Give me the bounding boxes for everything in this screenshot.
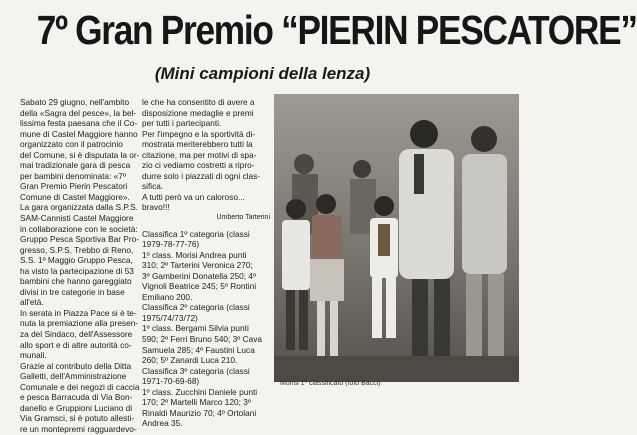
ranking-line: Andrea 35. <box>142 418 183 429</box>
ranking-line: Classifica 3º categoria (classi <box>142 365 250 376</box>
ranking-line: Emiliano 200. <box>142 291 193 302</box>
ranking-line: 1º class. Bergami Silvia punti <box>142 323 249 334</box>
ranking-line: 1979-78-77-76) <box>142 239 200 250</box>
article-line: lissima festa paesana che il Co- <box>20 118 138 129</box>
article-subtitle: (Mini campioni della lenza) <box>154 64 371 83</box>
article-line: del Comune, si è disputata la or- <box>20 149 140 160</box>
article-line: Sabato 29 giugno, nell'ambito <box>20 97 130 107</box>
article-line: della «Sagra del pesce», la bel- <box>20 107 137 118</box>
ranking-line: Rinaldi Maurizio 70; 4º Ortolani <box>142 407 257 418</box>
article-line: all'età. <box>20 297 44 308</box>
article-line: Via Gramsci, si è potuto allesti- <box>20 413 135 424</box>
article-line: mostrata meriterebbero tutti la <box>142 139 253 150</box>
ranking-line: Samuela 285; 4º Faustini Luca <box>142 344 255 355</box>
article-line: le che ha consentito di avere a <box>142 97 255 107</box>
ranking-line: 1º class. Morisi Andrea punti <box>142 249 247 260</box>
article-line: nuta la premiazione alla presen- <box>20 318 139 329</box>
article-line: zio ci vediamo costretti a ripro- <box>142 160 255 171</box>
ranking-line: 1º class. Zucchini Daniele punti <box>142 386 258 397</box>
article-line: Per l'impegno e la sportività di- <box>142 128 256 139</box>
article-line: za del Sindaco, dell'Assessore <box>20 329 133 340</box>
article-line: citazione, ma per motivi di spa- <box>142 149 257 160</box>
article-headline: 7º Gran Premio “PIERIN PESCATORE” <box>36 7 637 53</box>
article-line: per tutti i partecipanti. <box>142 118 222 129</box>
ranking-line: 170; 2º Martelli Marco 120; 3º <box>142 397 251 408</box>
ranking-line: 310; 2º Tarterini Veronica 270; <box>142 260 253 271</box>
ranking-line: 3º Gamberini Donatella 250; 4º <box>142 270 256 281</box>
award-photo-image <box>274 94 519 382</box>
article-line: danello e Gruppioni Luciano di <box>20 402 133 413</box>
article-line: e pesca Barracuda di Via Bon- <box>20 392 133 403</box>
article-line: Gran Premio Pierin Pescatori <box>20 181 128 192</box>
article-line: Comunale e dei negozi di caccia <box>20 381 140 392</box>
article-line: mune di Castel Maggiore hanno <box>20 128 138 139</box>
article-line: ha visto la partecipazione di 53 <box>20 265 134 276</box>
award-photo <box>274 94 519 382</box>
article-line: Comune di Castel Maggiore». <box>20 191 130 202</box>
ranking-list <box>142 229 270 429</box>
article-column-1 <box>20 97 140 435</box>
ranking-line: Classifica 1º categoria (classi <box>142 228 250 239</box>
article-line: In serata in Piazza Pace si è te- <box>20 307 137 318</box>
column-2-intro <box>142 97 270 213</box>
article-line: munali. <box>20 350 47 361</box>
article-line: durre solo i piazzati di ogni clas- <box>142 170 261 181</box>
article-line: Galletti, dell'Amministrazione <box>20 371 127 382</box>
article-line: gresso, S.P.S. Trebbo di Reno, <box>20 244 134 255</box>
article-line: organizzato con il patrocinio <box>20 139 123 150</box>
photo-caption: Morisi 1º classificato (foto Bacci) <box>280 380 381 387</box>
ranking-line: Classifica 2º categoria (classi <box>142 302 250 313</box>
article-line: mai tradizionale gara di pesca <box>20 160 131 171</box>
article-line: allo sport e di altre autorità co- <box>20 339 132 350</box>
ranking-line: 1975/74/73/72) <box>142 312 198 323</box>
author-signature: Umberto Tarterini <box>216 214 270 222</box>
article-line: sifica. <box>142 181 164 192</box>
article-line: Gruppo Pesca Sportiva Bar Pro- <box>20 234 139 245</box>
article-line: disposizione medaglie e premi <box>142 107 254 118</box>
article-line: bravo!!! <box>142 202 170 213</box>
ranking-line: 260; 5º Zanardi Luca 210. <box>142 355 238 366</box>
article-line: S.S. 1º Maggio Gruppo Pesca, <box>20 255 133 266</box>
article-line: Grazie al contributo della Ditta <box>20 360 132 371</box>
article-line: La gara organizzata dalla S.P.S. <box>20 202 138 213</box>
ranking-line: Vignoli Beatrice 245; 5º Rontini <box>142 281 257 292</box>
article-line: re un montepremi ragguardevo- <box>20 423 137 434</box>
article-column-2 <box>142 97 270 429</box>
article-line: divisi in tre categorie in base <box>20 286 125 297</box>
article-line: A tutti però va un caloroso... <box>142 191 245 202</box>
article-line: bambini che hanno gareggiato <box>20 276 132 287</box>
article-line: SAM-Cannisti Castel Maggiore <box>20 213 134 224</box>
article-line: in collaborazione con le società: <box>20 223 138 234</box>
article-line: per bambini denominata: «7º <box>20 170 126 181</box>
ranking-line: 590; 2º Ferri Bruno 540; 3º Cava <box>142 334 262 345</box>
ranking-line: 1971-70-69-68) <box>142 376 200 387</box>
